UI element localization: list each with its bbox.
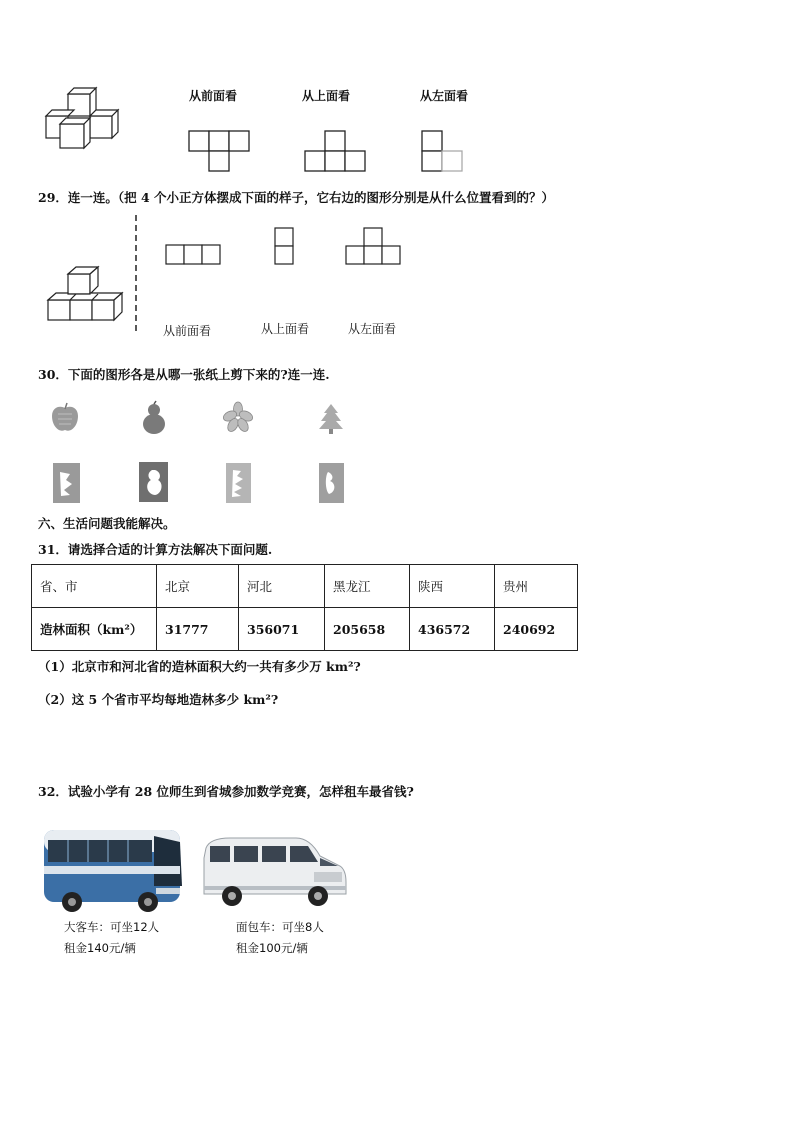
left-view-shape [421,130,465,174]
table-header-cell: 贵州 [495,565,578,608]
top-cube-figure [44,86,124,152]
q29-shape-b [274,227,296,267]
q29-label-left: 从左面看 [348,322,397,336]
paper-3 [225,462,253,504]
q31-text: 31．请选择合适的计算方法解决下面问题. [38,542,273,557]
flower-shape [222,402,254,432]
tree-shape [318,403,344,435]
view-label-left: 从左面看 [420,89,469,103]
section6-heading: 六、生活问题我能解决。 [38,516,176,531]
q31-sub2: （2）这 5 个省市平均每地造林多少 km²? [38,692,279,707]
table-row [32,608,578,651]
van-rent: 租金100元/辆 [236,941,308,955]
table-header-cell: 河北 [239,565,325,608]
bus-image [42,822,188,914]
q29-text: 29．连一连。（把 4 个小正方体摆成下面的样子，它右边的图形分别是从什么位置看到的？） [38,190,555,205]
table-cell: 436572 [410,608,495,651]
bus-capacity: 大客车：可坐12人 [64,920,160,934]
bus-rent: 租金140元/辆 [64,941,136,955]
van-image [200,836,350,912]
paper-2 [138,461,170,503]
paper-4 [318,462,346,504]
q31-sub1: （1）北京市和河北省的造林面积大约一共有多少万 km²? [38,659,361,674]
q29-label-front: 从前面看 [163,324,212,338]
front-view-shape [188,130,252,174]
table-header-cell: 省、市 [32,565,157,608]
bus-caption [64,917,159,959]
table-header-cell: 北京 [157,565,239,608]
q29-cube-figure [46,266,126,324]
table-header-cell: 黑龙江 [325,565,410,608]
table-cell: 205658 [325,608,410,651]
q29-dashed-divider [134,215,138,335]
q29-shape-c [345,227,403,267]
q29-shape-a [165,244,223,266]
view-label-top: 从上面看 [302,89,351,103]
afforestation-table [31,564,578,651]
van-caption [236,917,324,959]
q29-label-top: 从上面看 [261,322,310,336]
q30-text: 30．下面的图形各是从哪一张纸上剪下来的?连一连. [38,367,330,382]
van-capacity: 面包车：可坐8人 [236,920,324,934]
gourd-shape [140,401,168,435]
table-row-label: 造林面积（km²） [32,608,157,651]
table-cell: 240692 [495,608,578,651]
paper-1 [52,462,82,504]
view-label-front: 从前面看 [189,89,238,103]
table-header-cell: 陕西 [410,565,495,608]
q32-text: 32．试验小学有 28 位师生到省城参加数学竞赛，怎样租车最省钱? [38,784,414,799]
apple-shape [50,402,80,434]
table-cell: 356071 [239,608,325,651]
table-cell: 31777 [157,608,239,651]
table-row [32,565,578,608]
top-view-shape [304,130,368,174]
